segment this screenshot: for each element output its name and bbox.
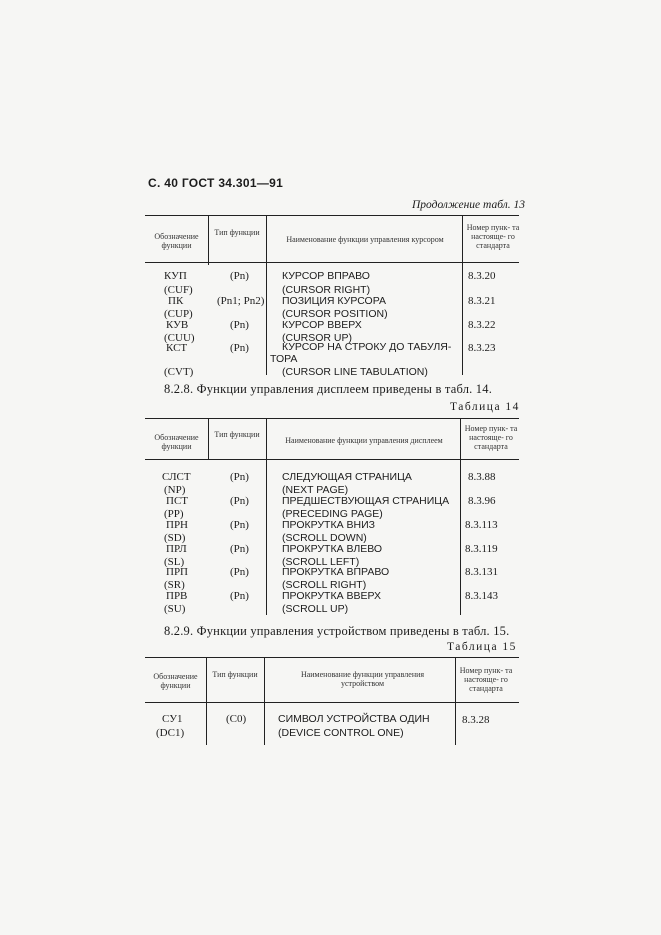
function-code-latin: (CUP) [164, 308, 193, 320]
function-code: КСТ [166, 342, 188, 354]
section-number: 8.3.20 [468, 270, 496, 282]
function-name-continued: ТОРА [270, 353, 298, 365]
header-rule [145, 262, 519, 263]
function-type: (Pn) [230, 342, 249, 354]
column-header-number: Номер пунк- та настояще- го стандарта [466, 223, 520, 250]
section-number: 8.3.96 [468, 495, 496, 507]
section-number: 8.3.113 [465, 519, 498, 531]
paragraph-8-2-9: 8.2.9. Функции управления устройством приведены в табл. 15. [164, 624, 510, 638]
function-name: ПРОКРУТКА ВВЕРХ [282, 590, 382, 602]
column-divider [462, 215, 463, 375]
function-type: (C0) [226, 713, 247, 725]
function-code: ПК [168, 295, 184, 307]
table-15-title: Таблица 15 [447, 641, 517, 653]
function-code-latin: (SD) [164, 532, 186, 544]
column-divider [266, 215, 267, 375]
function-code-latin: (SL) [164, 556, 185, 568]
function-code-latin: (SR) [164, 579, 185, 591]
function-name: КУРСОР ВПРАВО [282, 270, 370, 282]
function-type: (Pn) [230, 519, 249, 531]
paragraph-8-2-8: 8.2.8. Функции управления дисплеем приведены в табл. 14. [164, 382, 493, 396]
table-continuation-caption: Продолжение табл. 13 [412, 199, 525, 211]
header-rule [145, 459, 519, 460]
function-code-latin: (PP) [164, 508, 184, 520]
function-code: ПРЛ [166, 543, 187, 555]
section-number: 8.3.21 [468, 295, 496, 307]
function-name: КУРСОР НА СТРОКУ ДО ТАБУЛЯ- [282, 341, 452, 353]
table-14-title: Таблица 14 [450, 401, 520, 413]
function-type: (Pn) [230, 495, 249, 507]
function-name: ПРОКРУТКА ВНИЗ [282, 519, 375, 531]
column-divider [266, 418, 267, 615]
function-name-latin: (NEXT PAGE) [282, 484, 349, 496]
function-code-latin: (SU) [164, 603, 186, 615]
function-name-latin: (DEVICE CONTROL ONE) [278, 727, 404, 739]
section-number: 8.3.22 [468, 319, 496, 331]
section-number: 8.3.119 [465, 543, 498, 555]
page-header: С. 40 ГОСТ 34.301—91 [148, 176, 284, 190]
function-code: СУ1 [162, 713, 183, 725]
function-name-latin: (SCROLL DOWN) [282, 532, 367, 544]
function-name-latin: (SCROLL RIGHT) [282, 579, 367, 591]
function-type: (Pn) [230, 590, 249, 602]
column-header-name: Наименование функции управления курсором [286, 235, 444, 244]
column-header-designation: Обозначение функции [154, 433, 199, 451]
function-name-latin: (CURSOR RIGHT) [282, 284, 371, 296]
column-divider [208, 418, 209, 460]
function-name: СИМВОЛ УСТРОЙСТВА ОДИН [278, 713, 430, 725]
function-type: (Pn) [230, 543, 249, 555]
function-name: КУРСОР ВВЕРХ [282, 319, 362, 331]
function-name-latin: (CURSOR UP) [282, 332, 352, 344]
function-code: КУВ [166, 319, 189, 331]
column-header-designation: Обозначение функции [153, 672, 198, 690]
column-header-number: Номер пунк- та настояще- го стандарта [464, 424, 518, 451]
section-number: 8.3.23 [468, 342, 496, 354]
column-header-type: Тип функции [212, 670, 258, 679]
function-type: (Pn1; Pn2) [217, 295, 265, 307]
function-name: ПРОКРУТКА ВПРАВО [282, 566, 390, 578]
function-name: ПОЗИЦИЯ КУРСОРА [282, 295, 387, 307]
section-number: 8.3.28 [462, 714, 490, 726]
function-code: КУП [164, 270, 187, 282]
function-name-latin: (CURSOR POSITION) [282, 308, 388, 320]
function-type: (Pn) [230, 319, 249, 331]
function-name: ПРОКРУТКА ВЛЕВО [282, 543, 383, 555]
section-number: 8.3.88 [468, 471, 496, 483]
column-divider [264, 657, 265, 745]
function-name-latin: (PRECEDING PAGE) [282, 508, 383, 520]
column-divider [208, 215, 209, 265]
function-code: ПСТ [166, 495, 188, 507]
function-name-latin: (SCROLL UP) [282, 603, 349, 615]
function-name-latin: (CURSOR LINE TABULATION) [282, 366, 428, 378]
function-name: СЛЕДУЮЩАЯ СТРАНИЦА [282, 471, 412, 483]
function-code: СЛСТ [162, 471, 191, 483]
function-code-latin: (CUU) [164, 332, 195, 344]
column-header-name: Наименование функции управления устройством [300, 670, 425, 688]
function-code-latin: (CVT) [164, 366, 194, 378]
column-divider [460, 418, 461, 615]
function-name: ПРЕДШЕСТВУЮЩАЯ СТРАНИЦА [282, 495, 450, 507]
column-header-designation: Обозначение функции [154, 232, 199, 250]
function-name-latin: (SCROLL LEFT) [282, 556, 360, 568]
column-header-name: Наименование функции управления дисплеем [285, 436, 443, 445]
function-code: ПРВ [166, 590, 188, 602]
column-header-type: Тип функции [214, 228, 260, 237]
column-divider [206, 657, 207, 745]
function-code-latin: (CUF) [164, 284, 193, 296]
column-header-number: Номер пунк- та настояще- го стандарта [459, 666, 513, 693]
function-code: ПРН [166, 519, 189, 531]
section-number: 8.3.143 [465, 590, 498, 602]
function-code-latin: (NP) [164, 484, 186, 496]
function-type: (Pn) [230, 270, 249, 282]
function-code: ПРП [166, 566, 189, 578]
function-code-latin: (DC1) [156, 727, 185, 739]
header-rule [145, 702, 519, 703]
function-type: (Pn) [230, 566, 249, 578]
function-type: (Pn) [230, 471, 249, 483]
column-header-type: Тип функции [214, 430, 260, 439]
table-top-rule [145, 657, 519, 658]
table-top-rule [145, 418, 519, 419]
section-number: 8.3.131 [465, 566, 498, 578]
